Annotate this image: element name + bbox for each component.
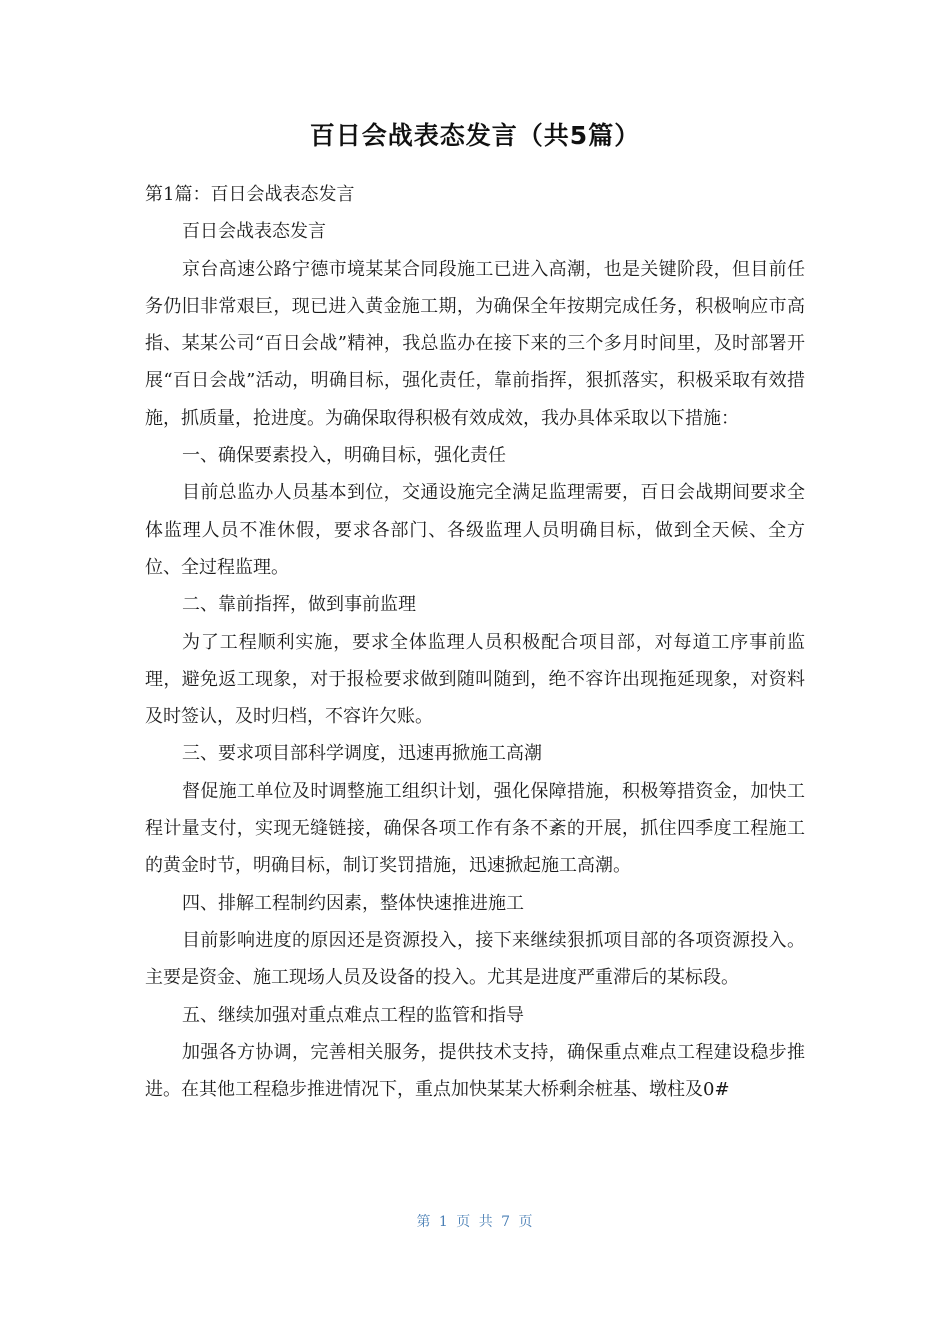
subtitle: 百日会战表态发言 xyxy=(182,221,326,243)
section-heading: 第1篇：百日会战表态发言 xyxy=(145,184,355,205)
paragraph: 加强各方协调，完善相关服务，提供技术支持，确保重点难点工程建设稳步推进。在其他工程稳步推进情况下，重点加快某某大桥剩余桩基、墩柱及0# xyxy=(145,1041,805,1101)
point-heading-4: 四、排解工程制约因素，整体快速推进施工 xyxy=(182,892,524,914)
point-heading-1: 一、确保要素投入，明确目标，强化责任 xyxy=(182,445,506,467)
document-title: 百日会战表态发言（共5篇） xyxy=(309,121,641,150)
point-heading-5: 五、继续加强对重点难点工程的监管和指导 xyxy=(182,1004,524,1026)
paragraph: 为了工程顺利实施，要求全体监理人员积极配合项目部，对每道工序事前监理，避免返工现象，对于报检要求做到随叫随到，绝不容许出现拖延现象，对资料及时签认，及时归档，不容许欠账。 xyxy=(145,631,805,728)
paragraph: 京台高速公路宁德市境某某合同段施工已进入高潮，也是关键阶段，但目前任务仍旧非常艰巨，现已进入黄金施工期，为确保全年按期完成任务，积极响应市高指、某某公司“百日会战”精神，我总监办在接下来的三个多月时间里，及时部署开展“百日会战”活动，明确目标，强化责任，靠前指挥，狠抓落实，积极采取有效措施，抓质量，抢进度。为确保取得积极有效成效，我办具体采取以下措施： xyxy=(145,258,805,429)
page-footer: 第 1 页 共 7 页 xyxy=(416,1214,534,1230)
paragraph: 目前总监办人员基本到位，交通设施完全满足监理需要，百日会战期间要求全体监理人员不准休假，要求各部门、各级监理人员明确目标，做到全天候、全方位、全过程监理。 xyxy=(145,482,805,578)
point-heading-2: 二、靠前指挥，做到事前监理 xyxy=(182,594,416,616)
point-heading-3: 三、要求项目部科学调度，迅速再掀施工高潮 xyxy=(182,743,542,765)
paragraph: 督促施工单位及时调整施工组织计划，强化保障措施，积极筹措资金，加快工程计量支付，实现无缝链接，确保各项工作有条不紊的开展，抓住四季度工程施工的黄金时节，明确目标，制订奖罚措施，迅速掀起施工高潮。 xyxy=(145,780,805,877)
paragraph: 目前影响进度的原因还是资源投入，接下来继续狠抓项目部的各项资源投入。主要是资金、施工现场人员及设备的投入。尤其是进度严重滞后的某标段。 xyxy=(145,929,805,989)
document-body xyxy=(145,176,805,1108)
